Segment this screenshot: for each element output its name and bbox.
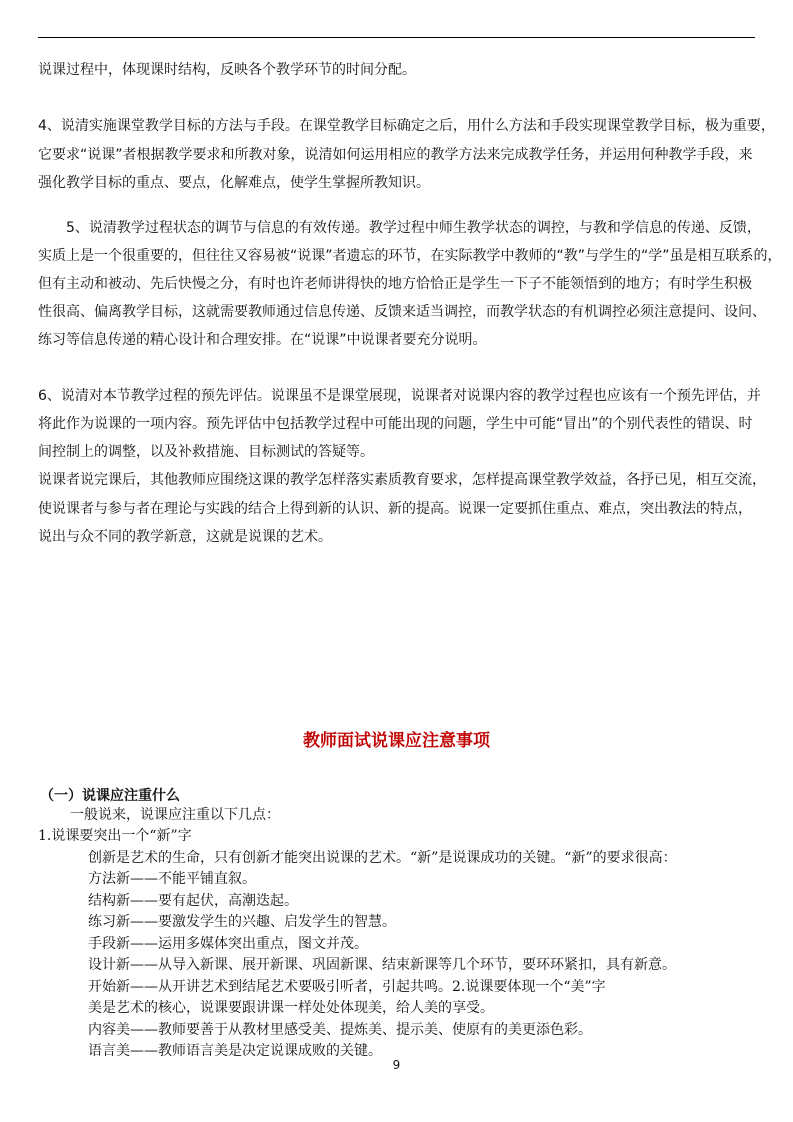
para4-line-2: 它要求“说课”者根据教学要求和所教对象，说清如何运用相应的教学方法来完成教学任务，并运用何种教学手段，来 (38, 147, 753, 163)
list-line-2: 1.说课要突出一个“新”字 (38, 828, 192, 844)
para6-line-2: 将此作为说课的一项内容。预先评估中包括教学过程中可能出现的问题，学生中可能“冒出”的个别代表性的错误、时 (38, 416, 753, 432)
list-line-5: 结构新——要有起伏，高潮迭起。 (88, 893, 298, 909)
para6-line-3: 间控制上的调整，以及补救措施、目标测试的答疑等。 (38, 444, 374, 460)
para5-line-1: 5、说清教学过程状态的调节与信息的有效传递。教学过程中师生教学状态的调控，与教和学信息的传递、反馈， (66, 220, 761, 236)
list-line-1: 一般说来，说课应注重以下几点： (70, 807, 280, 823)
header-rule (38, 37, 755, 38)
para5-line-5: 练习等信息传递的精心设计和合理安排。在“说课”中说课者要充分说明。 (38, 332, 487, 348)
para6-line-6: 说出与众不同的教学新意，这就是说课的艺术。 (38, 529, 332, 545)
para6-line-1: 6、说清对本节教学过程的预先评估。说课虽不是课堂展现，说课者对说课内容的教学过程也应该有一个预先评估，并 (38, 388, 761, 404)
para4-line-3: 强化教学目标的重点、要点，化解难点，使学生掌握所教知识。 (38, 175, 430, 191)
list-line-10: 美是艺术的核心，说课要跟讲课一样处处体现美，给人美的享受。 (88, 1000, 494, 1016)
subheading: （一）说课应注重什么 (40, 788, 180, 804)
list-line-4: 方法新——不能平铺直叙。 (88, 871, 256, 887)
para5-line-4: 性很高、偏离教学目标，这就需要教师通过信息传递、反馈来适当调控，而教学状态的有机调控必须注意提问、设问、 (38, 304, 766, 320)
list-line-9: 开始新——从开讲艺术到结尾艺术要吸引听者，引起共鸣。2.说课要体现一个“美”字 (88, 979, 606, 995)
para4-line-1: 4、说清实施课堂教学目标的方法与手段。在课堂教学目标确定之后，用什么方法和手段实现课堂教学目标，极为重要， (38, 118, 775, 134)
page-number: 9 (392, 1058, 401, 1072)
list-line-7: 手段新——运用多媒体突出重点，图文并茂。 (88, 936, 368, 952)
section-title: 教师面试说课应注意事项 (303, 731, 490, 751)
list-line-12: 语言美——教师语言美是决定说课成败的关键。 (88, 1043, 382, 1059)
list-line-11: 内容美——教师要善于从教材里感受美、提炼美、提示美、使原有的美更添色彩。 (88, 1022, 592, 1038)
list-line-8: 设计新——从导入新课、展开新课、巩固新课、结束新课等几个环节，要环环紧扣，具有新意。 (88, 957, 676, 973)
list-line-6: 练习新——要激发学生的兴趣、启发学生的智慧。 (88, 914, 396, 930)
para5-line-3: 但有主动和被动、先后快慢之分，有时也许老师讲得快的地方恰恰正是学生一下子不能领悟到的地方；有时学生积极 (38, 276, 752, 292)
para5-line-2: 实质上是一个很重要的，但往往又容易被“说课”者遗忘的环节，在实际教学中教师的“教”与学生的“学”虽是相互联系的， (38, 248, 782, 264)
intro-line: 说课过程中，体现课时结构，反映各个教学环节的时间分配。 (38, 62, 416, 78)
list-line-3: 创新是艺术的生命，只有创新才能突出说课的艺术。“新”是说课成功的关键。“新”的要求很高： (88, 850, 677, 866)
para6-line-4: 说课者说完课后，其他教师应围绕这课的教学怎样落实素质教育要求，怎样提高课堂教学效益，各抒已见，相互交流， (38, 472, 766, 488)
para6-line-5: 使说课者与参与者在理论与实践的结合上得到新的认识、新的提高。说课一定要抓住重点、难点，突出教法的特点， (38, 501, 752, 517)
